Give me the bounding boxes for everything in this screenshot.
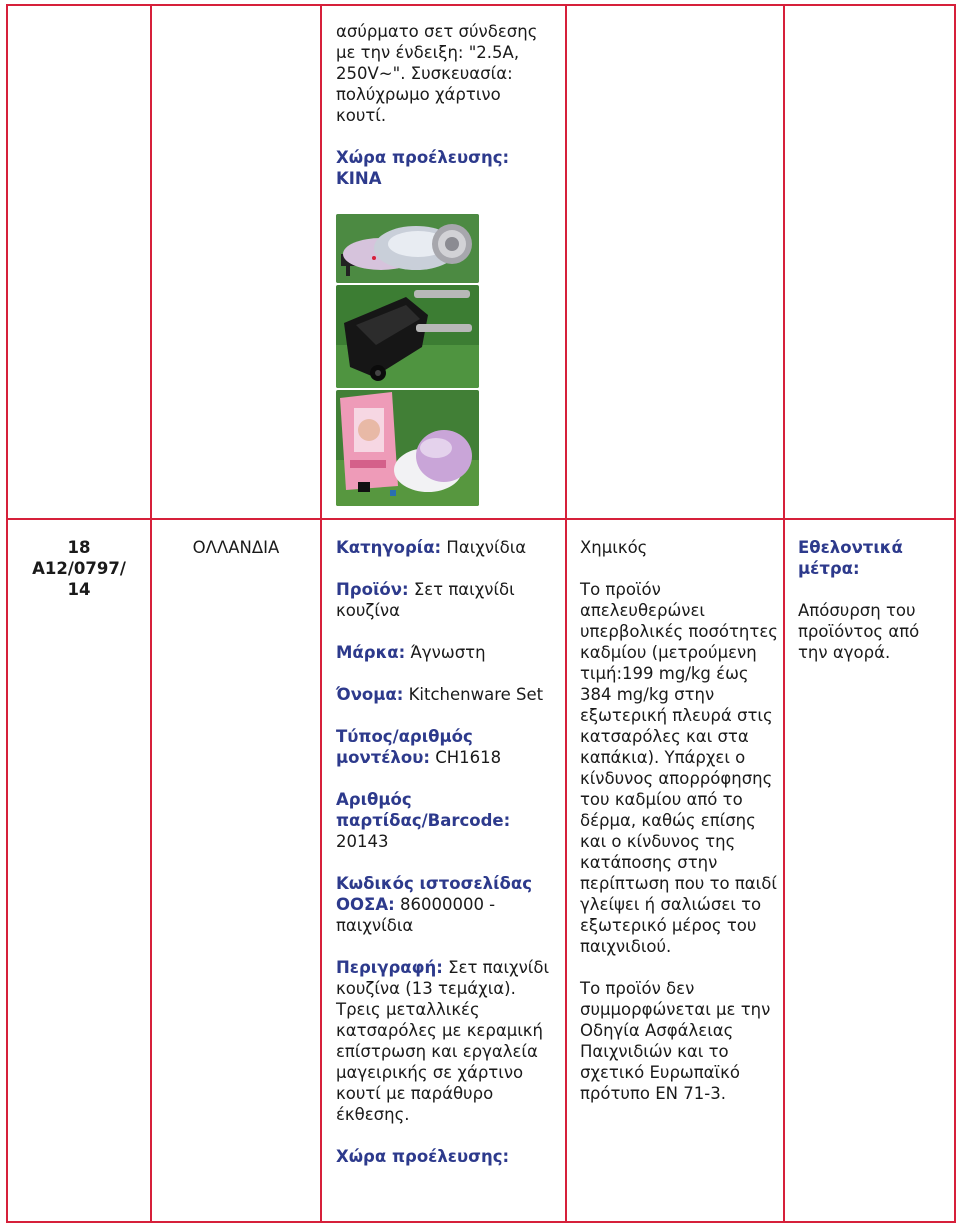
batch-value: 20143	[336, 832, 389, 851]
model-field	[336, 726, 558, 768]
category-field	[336, 537, 558, 558]
lint-shaver-device-photo	[336, 214, 479, 283]
prev-description-tail: ασύρματο σετ σύνδεσης με την ένδειξη: "2.5A, 250V~". Συσκευασία: πολύχρωμο χάρτινο κουτί.	[336, 22, 538, 125]
prev-product-cell	[336, 21, 556, 189]
oecd-label: Κωδικός ιστοσελίδας ΟΟΣΑ:	[336, 874, 532, 914]
risk-cell	[580, 537, 780, 1125]
col-divider-3	[565, 4, 567, 1223]
product-label: Προϊόν:	[336, 580, 409, 599]
name-label: Όνομα:	[336, 685, 404, 704]
origin-field	[336, 1146, 558, 1167]
name-field	[336, 684, 558, 705]
brand-field	[336, 642, 558, 663]
col-divider-1	[150, 4, 152, 1223]
description-field	[336, 957, 558, 1125]
oecd-value: 86000000 - παιχνίδια	[336, 895, 496, 935]
col-divider-2	[320, 4, 322, 1223]
name-value: Kitchenware Set	[408, 685, 544, 704]
description-label: Περιγραφή:	[336, 958, 443, 977]
boxed-product-photo	[336, 390, 479, 506]
entry-number-cell	[8, 537, 150, 600]
measures-cell	[798, 537, 950, 684]
compliance-note: Το προϊόν δεν συμμορφώνεται με την Οδηγία Ασφάλειας Παιχνιδιών και το σχετικό Ευρωπαϊκό πρότυπο EN 71-3.	[580, 979, 771, 1103]
risk-description: Το προϊόν απελευθερώνει υπερβολικές ποσότητες καδμίου (μετρούμενη τιμή:199 mg/kg έως 384 mg/kg στην εξωτερική πλευρά στις κατσαρόλες και στα καπάκια). Υπάρχει ο κίνδυνος απορρόφησης του καδμίου από το δέρμα, καθώς επίσης και ο κίνδυνος της κατάποσης στην περίπτωση που το παιδί γλείψει ή σαλιώσει το εξωτερικό μέρος του παιχνιδιού.	[580, 580, 778, 956]
col-divider-4	[783, 4, 785, 1223]
risk-type: Χημικός	[580, 538, 648, 557]
batch-field	[336, 789, 558, 852]
product-field	[336, 579, 558, 621]
brand-label: Μάρκα:	[336, 643, 406, 662]
category-value: Παιχνίδια	[446, 538, 527, 557]
row-divider	[6, 518, 956, 520]
country-cell	[152, 537, 320, 558]
measures-label: Εθελοντικά μέτρα:	[798, 538, 903, 578]
prev-origin-value: ΚΙΝΑ	[336, 169, 382, 188]
category-label: Κατηγορία:	[336, 538, 442, 557]
prev-origin	[336, 147, 556, 189]
origin-label: Χώρα προέλευσης:	[336, 1147, 510, 1166]
measures-value: Απόσυρση του προϊόντος από την αγορά.	[798, 601, 920, 662]
entry-number: 18	[67, 538, 91, 557]
power-plug-adapter-photo	[336, 285, 479, 388]
batch-label: Αριθμός παρτίδας/Barcode:	[336, 790, 511, 830]
product-cell	[336, 537, 558, 1188]
entry-ref-line2: 14	[67, 580, 91, 599]
model-value: CH1618	[435, 748, 502, 767]
oecd-field	[336, 873, 558, 936]
prev-origin-label: Χώρα προέλευσης:	[336, 148, 510, 167]
model-label: Τύπος/αριθμός μοντέλου:	[336, 727, 473, 767]
description-value: Σετ παιχνίδι κουζίνα (13 τεμάχια). Τρεις μεταλλικές κατσαρόλες με κεραμική επίστρωση και εργαλεία μαγειρικής σε χάρτινο κουτί με παράθυρο έκθεσης.	[336, 958, 550, 1124]
brand-value: Άγνωστη	[410, 643, 486, 662]
notifying-country: ΟΛΛΑΝΔΙΑ	[192, 538, 280, 557]
entry-ref-line1: A12/0797/	[32, 559, 126, 578]
product-value: Σετ παιχνίδι κουζίνα	[336, 580, 515, 620]
